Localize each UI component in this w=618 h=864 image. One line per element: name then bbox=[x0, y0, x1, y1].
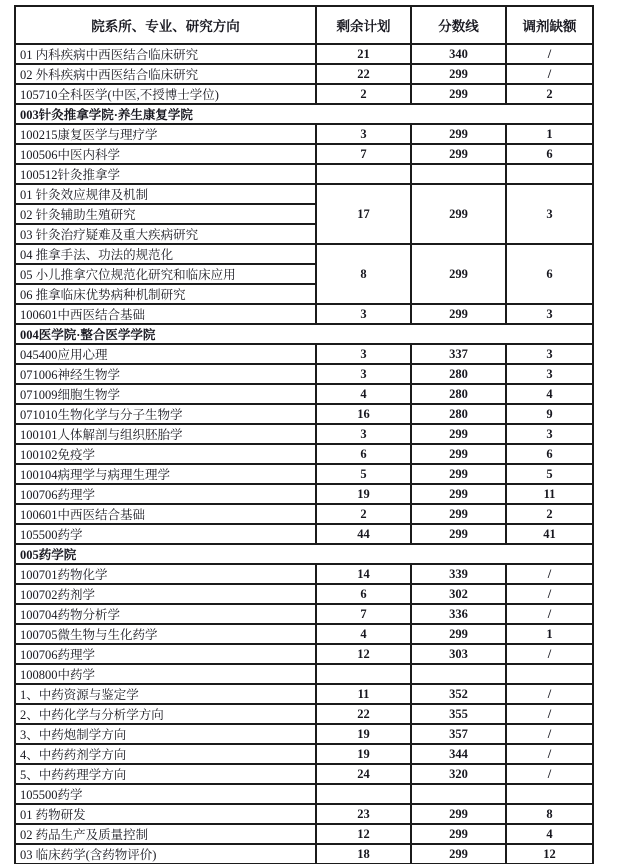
table-row bbox=[15, 424, 593, 444]
score-line-cell: 299 bbox=[411, 444, 506, 464]
score-line-cell: 299 bbox=[411, 124, 506, 144]
remaining-plan-cell: 4 bbox=[316, 384, 411, 404]
score-line-cell: 302 bbox=[411, 584, 506, 604]
adjustment-quota-cell: 8 bbox=[506, 804, 593, 824]
adjustment-quota-cell: 41 bbox=[506, 524, 593, 544]
program-name-cell: 02 外科疾病中西医结合临床研究 bbox=[15, 64, 316, 84]
header-remaining-plan: 剩余计划 bbox=[316, 6, 411, 44]
program-name-cell: 100706药理学 bbox=[15, 644, 316, 664]
remaining-plan-cell: 6 bbox=[316, 584, 411, 604]
remaining-plan-cell: 21 bbox=[316, 44, 411, 64]
section-title: 005药学院 bbox=[15, 544, 593, 564]
adjustment-quota-cell: 6 bbox=[506, 244, 593, 304]
score-line-cell: 299 bbox=[411, 64, 506, 84]
remaining-plan-cell: 19 bbox=[316, 744, 411, 764]
program-name-cell: 100706药理学 bbox=[15, 484, 316, 504]
program-name-cell: 100601中西医结合基础 bbox=[15, 304, 316, 324]
score-line-cell bbox=[411, 784, 506, 804]
adjustment-quota-cell: / bbox=[506, 584, 593, 604]
score-line-cell: 299 bbox=[411, 844, 506, 864]
adjustment-quota-cell: / bbox=[506, 764, 593, 784]
score-line-cell: 299 bbox=[411, 144, 506, 164]
adjustment-quota-cell: 12 bbox=[506, 844, 593, 864]
score-line-cell: 337 bbox=[411, 344, 506, 364]
adjustment-quota-cell: / bbox=[506, 724, 593, 744]
adjustment-quota-cell: 2 bbox=[506, 504, 593, 524]
score-line-cell: 280 bbox=[411, 384, 506, 404]
program-name-cell: 01 针灸效应规律及机制 bbox=[15, 184, 316, 204]
program-name-cell: 105710全科医学(中医,不授博士学位) bbox=[15, 84, 316, 104]
adjustment-quota-cell: 4 bbox=[506, 824, 593, 844]
table-body bbox=[15, 44, 593, 864]
program-name-cell: 100102免疫学 bbox=[15, 444, 316, 464]
adjustment-quota-cell: / bbox=[506, 744, 593, 764]
remaining-plan-cell: 24 bbox=[316, 764, 411, 784]
score-line-cell: 280 bbox=[411, 364, 506, 384]
adjustment-quota-cell: / bbox=[506, 604, 593, 624]
table-row bbox=[15, 604, 593, 624]
remaining-plan-cell: 19 bbox=[316, 724, 411, 744]
table-row bbox=[15, 484, 593, 504]
program-name-cell: 105500药学 bbox=[15, 524, 316, 544]
adjustment-quota-cell bbox=[506, 784, 593, 804]
remaining-plan-cell: 3 bbox=[316, 424, 411, 444]
table-row bbox=[15, 644, 593, 664]
remaining-plan-cell: 22 bbox=[316, 704, 411, 724]
program-name-cell: 05 小儿推拿穴位规范化研究和临床应用 bbox=[15, 264, 316, 284]
table-row bbox=[15, 344, 593, 364]
remaining-plan-cell: 3 bbox=[316, 364, 411, 384]
section-title: 003针灸推拿学院·养生康复学院 bbox=[15, 104, 593, 124]
remaining-plan-cell: 44 bbox=[316, 524, 411, 544]
table-row bbox=[15, 684, 593, 704]
table-row bbox=[15, 384, 593, 404]
program-name-cell: 105500药学 bbox=[15, 784, 316, 804]
program-name-cell: 01 药物研发 bbox=[15, 804, 316, 824]
table-row bbox=[15, 704, 593, 724]
program-name-cell: 100512针灸推拿学 bbox=[15, 164, 316, 184]
remaining-plan-cell bbox=[316, 784, 411, 804]
table-row bbox=[15, 844, 593, 864]
program-name-cell: 02 药品生产及质量控制 bbox=[15, 824, 316, 844]
score-line-cell: 280 bbox=[411, 404, 506, 424]
score-line-cell: 352 bbox=[411, 684, 506, 704]
table-row bbox=[15, 44, 593, 64]
remaining-plan-cell: 5 bbox=[316, 464, 411, 484]
table-row bbox=[15, 444, 593, 464]
table-row bbox=[15, 784, 593, 804]
header-row bbox=[15, 6, 593, 44]
program-name-cell: 02 针灸辅助生殖研究 bbox=[15, 204, 316, 224]
score-line-cell: 344 bbox=[411, 744, 506, 764]
table-row bbox=[15, 244, 593, 264]
table-row bbox=[15, 164, 593, 184]
table-row bbox=[15, 524, 593, 544]
table-row bbox=[15, 744, 593, 764]
table-row bbox=[15, 124, 593, 144]
remaining-plan-cell: 3 bbox=[316, 124, 411, 144]
adjustment-quota-cell: 11 bbox=[506, 484, 593, 504]
adjustment-quota-cell: / bbox=[506, 44, 593, 64]
program-name-cell: 071009细胞生物学 bbox=[15, 384, 316, 404]
remaining-plan-cell: 3 bbox=[316, 304, 411, 324]
section-row bbox=[15, 104, 593, 124]
table-row bbox=[15, 464, 593, 484]
program-name-cell: 045400应用心理 bbox=[15, 344, 316, 364]
program-name-cell: 100215康复医学与理疗学 bbox=[15, 124, 316, 144]
table-row bbox=[15, 84, 593, 104]
table-row bbox=[15, 584, 593, 604]
program-name-cell: 100104病理学与病理生理学 bbox=[15, 464, 316, 484]
remaining-plan-cell bbox=[316, 664, 411, 684]
table-row bbox=[15, 184, 593, 204]
score-line-cell: 357 bbox=[411, 724, 506, 744]
adjustment-quota-cell bbox=[506, 164, 593, 184]
header-score-line: 分数线 bbox=[411, 6, 506, 44]
score-line-cell: 299 bbox=[411, 464, 506, 484]
adjustment-quota-cell: 6 bbox=[506, 444, 593, 464]
table-row bbox=[15, 664, 593, 684]
adjustment-quota-cell: 3 bbox=[506, 364, 593, 384]
adjustment-quota-cell: / bbox=[506, 704, 593, 724]
table-row bbox=[15, 804, 593, 824]
remaining-plan-cell: 16 bbox=[316, 404, 411, 424]
score-line-cell: 299 bbox=[411, 804, 506, 824]
header-adjustment-quota: 调剂缺额 bbox=[506, 6, 593, 44]
remaining-plan-cell: 7 bbox=[316, 144, 411, 164]
score-line-cell bbox=[411, 664, 506, 684]
admission-quota-table bbox=[14, 5, 594, 864]
remaining-plan-cell: 18 bbox=[316, 844, 411, 864]
score-line-cell: 299 bbox=[411, 484, 506, 504]
adjustment-quota-cell: 2 bbox=[506, 84, 593, 104]
score-line-cell bbox=[411, 164, 506, 184]
table-header bbox=[15, 6, 593, 44]
score-line-cell: 299 bbox=[411, 524, 506, 544]
table-row bbox=[15, 304, 593, 324]
section-title: 004医学院·整合医学学院 bbox=[15, 324, 593, 344]
remaining-plan-cell: 6 bbox=[316, 444, 411, 464]
table-row bbox=[15, 364, 593, 384]
adjustment-quota-cell: 3 bbox=[506, 304, 593, 324]
adjustment-quota-cell: 1 bbox=[506, 624, 593, 644]
remaining-plan-cell bbox=[316, 164, 411, 184]
score-line-cell: 299 bbox=[411, 304, 506, 324]
remaining-plan-cell: 2 bbox=[316, 504, 411, 524]
remaining-plan-cell: 4 bbox=[316, 624, 411, 644]
program-name-cell: 3、中药炮制学方向 bbox=[15, 724, 316, 744]
remaining-plan-cell: 12 bbox=[316, 644, 411, 664]
adjustment-quota-cell: / bbox=[506, 564, 593, 584]
remaining-plan-cell: 11 bbox=[316, 684, 411, 704]
program-name-cell: 071010生物化学与分子生物学 bbox=[15, 404, 316, 424]
score-line-cell: 339 bbox=[411, 564, 506, 584]
adjustment-quota-cell: / bbox=[506, 64, 593, 84]
score-line-cell: 299 bbox=[411, 424, 506, 444]
score-line-cell: 320 bbox=[411, 764, 506, 784]
program-name-cell: 1、中药资源与鉴定学 bbox=[15, 684, 316, 704]
adjustment-quota-cell: 3 bbox=[506, 344, 593, 364]
remaining-plan-cell: 19 bbox=[316, 484, 411, 504]
program-name-cell: 2、中药化学与分析学方向 bbox=[15, 704, 316, 724]
table-row bbox=[15, 144, 593, 164]
adjustment-quota-cell: 9 bbox=[506, 404, 593, 424]
adjustment-quota-cell: 3 bbox=[506, 184, 593, 244]
program-name-cell: 100506中医内科学 bbox=[15, 144, 316, 164]
adjustment-quota-cell: 3 bbox=[506, 424, 593, 444]
program-name-cell: 100601中西医结合基础 bbox=[15, 504, 316, 524]
program-name-cell: 100101人体解剖与组织胚胎学 bbox=[15, 424, 316, 444]
table-row bbox=[15, 624, 593, 644]
program-name-cell: 04 推拿手法、功法的规范化 bbox=[15, 244, 316, 264]
remaining-plan-cell: 14 bbox=[316, 564, 411, 584]
program-name-cell: 06 推拿临床优势病种机制研究 bbox=[15, 284, 316, 304]
remaining-plan-cell: 2 bbox=[316, 84, 411, 104]
adjustment-quota-cell: 5 bbox=[506, 464, 593, 484]
adjustment-quota-cell: 4 bbox=[506, 384, 593, 404]
score-line-cell: 303 bbox=[411, 644, 506, 664]
score-line-cell: 299 bbox=[411, 244, 506, 304]
score-line-cell: 355 bbox=[411, 704, 506, 724]
score-line-cell: 299 bbox=[411, 184, 506, 244]
program-name-cell: 100702药剂学 bbox=[15, 584, 316, 604]
table-row bbox=[15, 404, 593, 424]
program-name-cell: 100704药物分析学 bbox=[15, 604, 316, 624]
table-row bbox=[15, 564, 593, 584]
program-name-cell: 01 内科疾病中西医结合临床研究 bbox=[15, 44, 316, 64]
score-line-cell: 340 bbox=[411, 44, 506, 64]
remaining-plan-cell: 17 bbox=[316, 184, 411, 244]
score-line-cell: 299 bbox=[411, 824, 506, 844]
adjustment-quota-cell: 1 bbox=[506, 124, 593, 144]
remaining-plan-cell: 8 bbox=[316, 244, 411, 304]
table-row bbox=[15, 824, 593, 844]
remaining-plan-cell: 3 bbox=[316, 344, 411, 364]
section-row bbox=[15, 544, 593, 564]
header-department-major: 院系所、专业、研究方向 bbox=[15, 6, 316, 44]
score-line-cell: 299 bbox=[411, 504, 506, 524]
program-name-cell: 03 针灸治疗疑难及重大疾病研究 bbox=[15, 224, 316, 244]
table-row bbox=[15, 764, 593, 784]
table-row bbox=[15, 64, 593, 84]
adjustment-quota-cell: / bbox=[506, 644, 593, 664]
program-name-cell: 071006神经生物学 bbox=[15, 364, 316, 384]
remaining-plan-cell: 7 bbox=[316, 604, 411, 624]
adjustment-quota-cell bbox=[506, 664, 593, 684]
program-name-cell: 100705微生物与生化药学 bbox=[15, 624, 316, 644]
score-line-cell: 336 bbox=[411, 604, 506, 624]
adjustment-quota-cell: / bbox=[506, 684, 593, 704]
program-name-cell: 03 临床药学(含药物评价) bbox=[15, 844, 316, 864]
program-name-cell: 100800中药学 bbox=[15, 664, 316, 684]
adjustment-quota-cell: 6 bbox=[506, 144, 593, 164]
program-name-cell: 4、中药药剂学方向 bbox=[15, 744, 316, 764]
remaining-plan-cell: 23 bbox=[316, 804, 411, 824]
score-line-cell: 299 bbox=[411, 84, 506, 104]
program-name-cell: 5、中药药理学方向 bbox=[15, 764, 316, 784]
table-row bbox=[15, 724, 593, 744]
section-row bbox=[15, 324, 593, 344]
remaining-plan-cell: 22 bbox=[316, 64, 411, 84]
remaining-plan-cell: 12 bbox=[316, 824, 411, 844]
table-row bbox=[15, 504, 593, 524]
score-line-cell: 299 bbox=[411, 624, 506, 644]
program-name-cell: 100701药物化学 bbox=[15, 564, 316, 584]
